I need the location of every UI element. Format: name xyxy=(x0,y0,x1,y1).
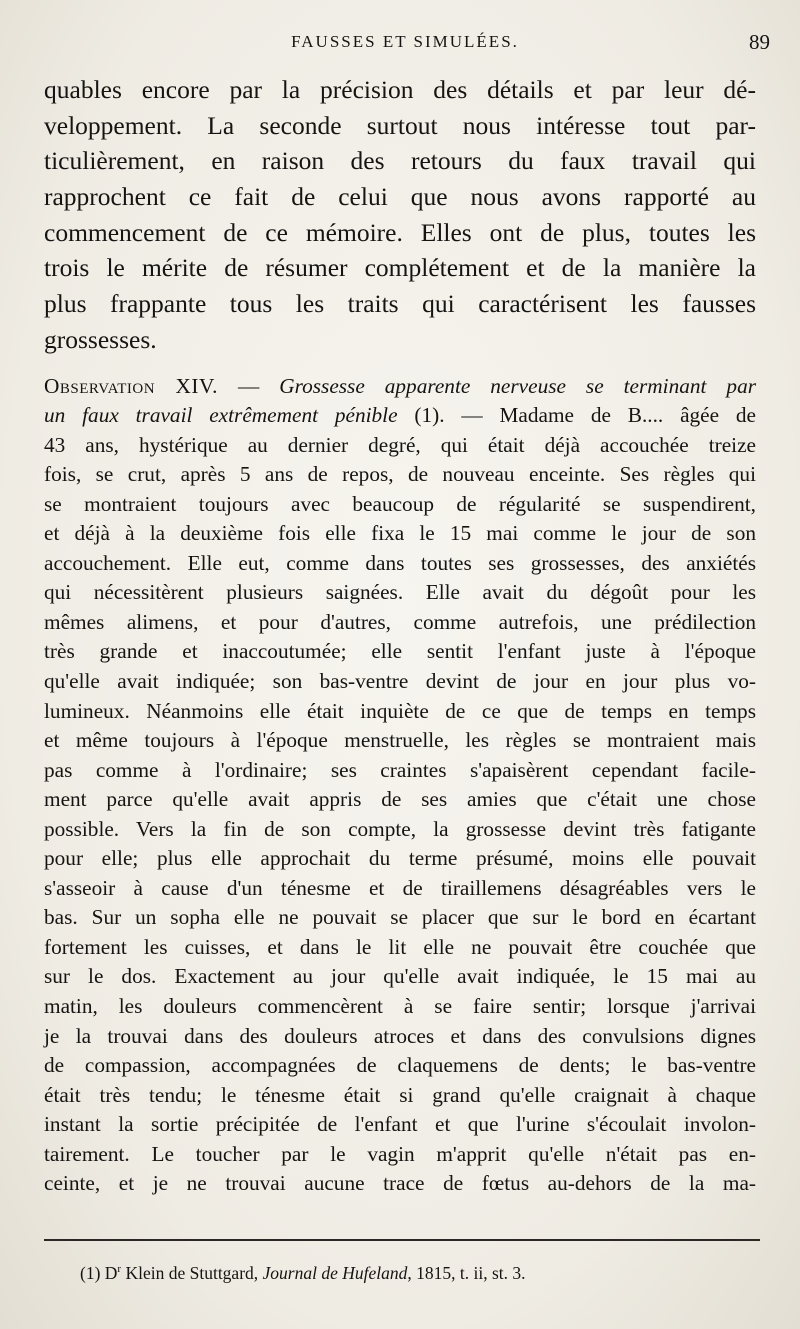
footnote-superscript: r xyxy=(117,1263,122,1276)
text-line: trois le mérite de résumer complétement et de la manière la xyxy=(44,253,756,283)
text-line: bas. Sur un sopha elle ne pouvait se placer que sur le bord en écartant xyxy=(44,905,756,930)
text-line: grossesses. xyxy=(44,324,157,354)
text-line: ceinte, et je ne trouvai aucune trace de fœtus au-dehors de la ma- xyxy=(44,1171,756,1196)
text-line: rapprochent ce fait de celui que nous avons rapporté au xyxy=(44,182,756,212)
running-title: FAUSSES ET SIMULÉES. xyxy=(291,32,519,51)
text-line: instant la sortie précipitée de l'enfant et que l'urine s'écoulait involon- xyxy=(44,1112,756,1137)
text-line: ticulièrement, en raison des retours du faux travail qui xyxy=(44,146,756,176)
text-line: fortement les cuisses, et dans le lit elle ne pouvait être couchée que xyxy=(44,934,756,959)
footnote-journal: Journal de Hufeland xyxy=(262,1263,408,1283)
text-line: se montraient toujours avec beaucoup de régularité se suspendirent, xyxy=(44,491,756,516)
text-line: lumineux. Néanmoins elle était inquiète de ce que de temps en temps xyxy=(44,698,756,723)
footnote-separator xyxy=(44,1239,760,1241)
text-line: qui nécessitèrent plusieurs saignées. Elle avait du dégoût pour les xyxy=(44,580,756,605)
text-line: très grande et inaccoutumée; elle sentit l'enfant juste à l'époque xyxy=(44,639,756,664)
footnote xyxy=(80,1263,760,1284)
text-line: et déjà à la deuxième fois elle fixa le 15 mai comme le jour de son xyxy=(44,521,756,546)
page-number: 89 xyxy=(749,30,770,54)
observation-title-line xyxy=(44,401,756,431)
text-line: et même toujours à l'époque menstruelle, les règles se montraient mais xyxy=(44,728,756,753)
footnote-reference-details: , 1815, t. ii, st. 3. xyxy=(407,1263,526,1283)
observation-title-cont: un faux travail extrêmement pénible xyxy=(44,403,398,428)
text-line: commencement de ce mémoire. Elles ont de plus, toutes les xyxy=(44,217,756,247)
footnote-reference: (1). xyxy=(397,403,445,428)
text-line: je la trouvai dans des douleurs atroces et dans des convulsions dignes xyxy=(44,1023,756,1048)
observation-heading-line xyxy=(44,372,756,402)
text-line: matin, les douleurs commencèrent à se faire sentir; lorsque j'arrivai xyxy=(44,993,756,1018)
text-line: 43 ans, hystérique au dernier degré, qui était déjà accouchée treize xyxy=(44,432,756,457)
text-line: tairement. Le toucher par le vagin m'apprit qu'elle n'était pas en- xyxy=(44,1141,756,1166)
text-line: sur le dos. Exactement au jour qu'elle avait indiquée, le 15 mai au xyxy=(44,964,756,989)
body-text xyxy=(44,72,756,1199)
intro-paragraph xyxy=(44,72,756,358)
text-line: quables encore par la précision des détails et par leur dé- xyxy=(44,75,756,104)
observation-label: Observation XIV. xyxy=(44,373,218,398)
text-line: accouchement. Elle eut, comme dans toutes ses grossesses, des anxiétés xyxy=(44,550,756,575)
text-line: pas comme à l'ordinaire; ses craintes s'apaisèrent cependant facile- xyxy=(44,757,756,782)
text-line: veloppement. La seconde surtout nous intéresse tout par- xyxy=(44,110,756,140)
text-line: fois, se crut, après 5 ans de repos, de nouveau enceinte. Ses règles qui xyxy=(44,462,756,487)
footnote-marker: (1) D xyxy=(80,1263,118,1283)
observation-title: Grossesse apparente nerveuse se terminant par xyxy=(279,373,757,398)
footnote-author: Klein de Stuttgard, xyxy=(121,1263,263,1283)
observation-text-start: — Madame de B.... âgée de xyxy=(444,403,756,428)
text-line: s'asseoir à cause d'un ténesme et de tiraillemens désagréables vers le xyxy=(44,875,756,900)
text-line: plus frappante tous les traits qui caractérisent les fausses xyxy=(44,289,756,319)
heading-dash: — xyxy=(217,373,280,398)
text-line: de compassion, accompagnées de claquemens de dents; le bas-ventre xyxy=(44,1053,756,1078)
page-header xyxy=(40,32,770,62)
text-line: était très tendu; le ténesme était si grand qu'elle craignait à chaque xyxy=(44,1082,756,1107)
text-line: mêmes alimens, et pour d'autres, comme autrefois, une prédilection xyxy=(44,609,756,634)
text-line: pour elle; plus elle approchait du terme présumé, moins elle pouvait xyxy=(44,846,756,871)
text-line: possible. Vers la fin de son compte, la grossesse devint très fatigante xyxy=(44,816,756,841)
text-line: qu'elle avait indiquée; son bas-ventre devint de jour en jour plus vo- xyxy=(44,668,756,693)
observation-paragraph xyxy=(44,372,756,1199)
text-line: ment parce qu'elle avait appris de ses amies que c'était une chose xyxy=(44,787,756,812)
